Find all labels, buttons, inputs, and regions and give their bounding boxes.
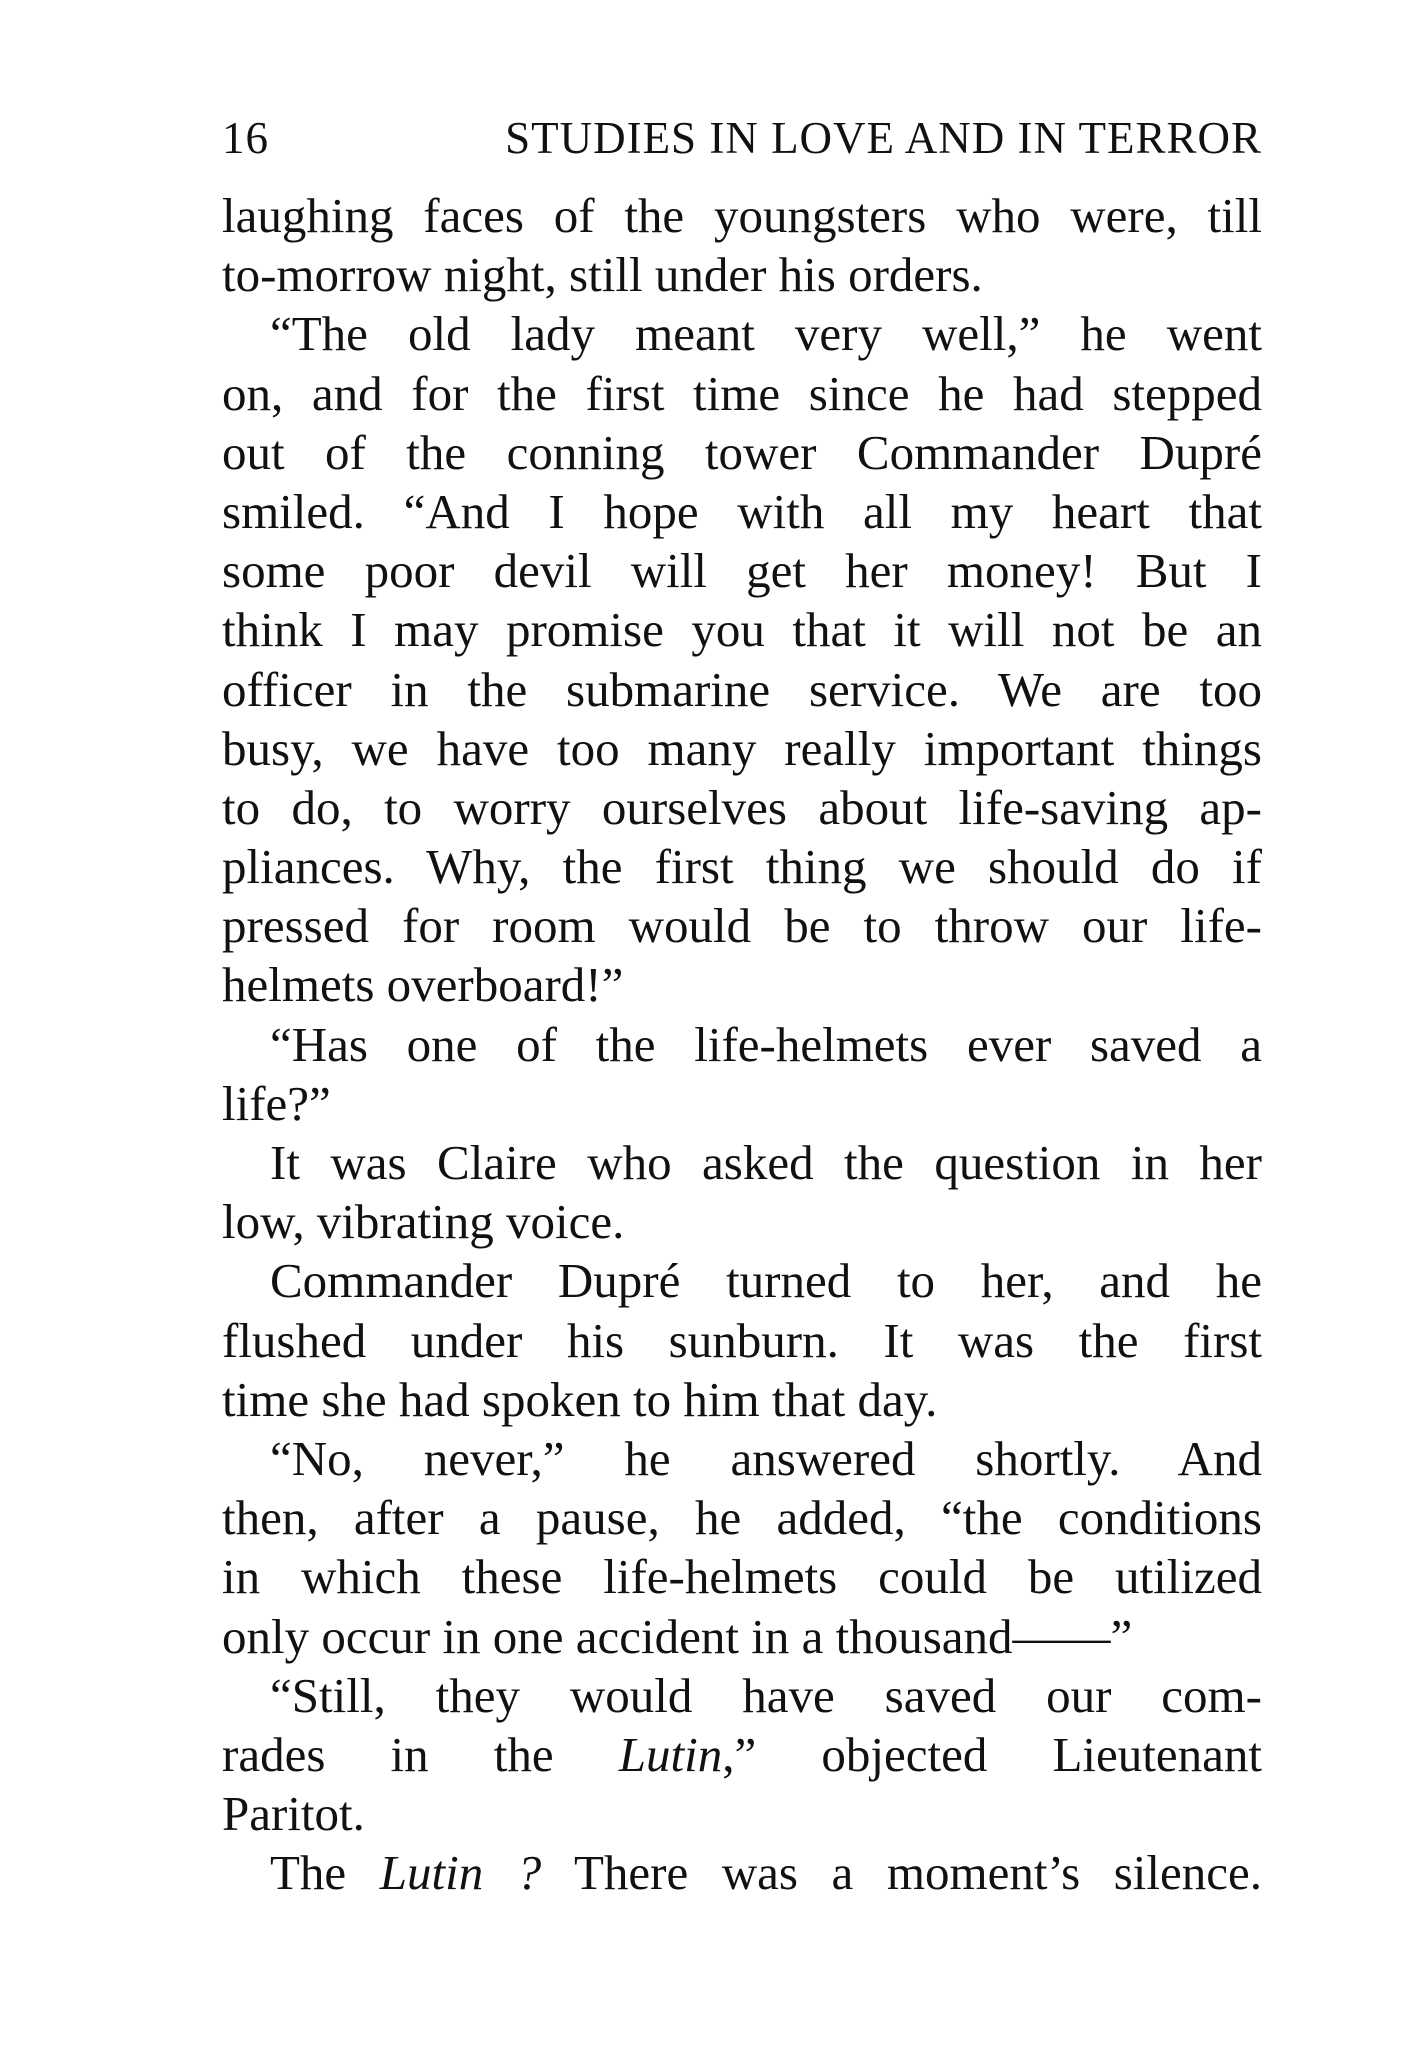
- text-line: Commander Dupré turned to her, and he: [270, 1253, 1262, 1309]
- text-line: “The old lady meant very well,” he went: [270, 306, 1262, 362]
- line-segment: The: [270, 1845, 380, 1901]
- text-line: flushed under his sunburn. It was the first: [222, 1312, 1262, 1368]
- text-line: officer in the submarine service. We are too: [222, 661, 1262, 717]
- text-line: helmets overboard!”: [222, 957, 624, 1013]
- ship-name-italic: Lutin ?: [379, 1845, 542, 1901]
- line-segment: rades in the: [222, 1726, 619, 1782]
- text-line: low, vibrating voice.: [222, 1194, 625, 1250]
- text-line: to do, to worry ourselves about life-saving ap-: [222, 779, 1262, 835]
- text-line: time she had spoken to him that day.: [222, 1371, 938, 1427]
- text-line: to-morrow night, still under his orders.: [222, 247, 983, 303]
- text-line: smiled. “And I hope with all my heart that: [222, 483, 1262, 539]
- page-number: 16: [222, 113, 269, 163]
- text-line: in which these life-helmets could be utilized: [222, 1549, 1262, 1605]
- text-line: [222, 1843, 1262, 1902]
- text-line: It was Claire who asked the question in her: [270, 1135, 1262, 1190]
- text-line: then, after a pause, he added, “the conditions: [222, 1490, 1262, 1546]
- ship-name-italic: Lutin: [618, 1726, 723, 1782]
- text-line: only occur in one accident in a thousand——”: [222, 1608, 1133, 1664]
- text-line: laughing faces of the youngsters who were, till: [222, 188, 1262, 243]
- body-text: [222, 186, 1262, 1902]
- text-line: Paritot.: [222, 1786, 365, 1842]
- text-line: life?”: [222, 1075, 331, 1131]
- page-header: [222, 108, 1262, 168]
- text-line: “Still, they would have saved our com-: [270, 1667, 1262, 1723]
- text-line: “Has one of the life-helmets ever saved a: [270, 1016, 1262, 1072]
- text-line: out of the conning tower Commander Dupré: [222, 424, 1262, 480]
- line-segment: ,” objected Lieutenant: [722, 1726, 1263, 1782]
- text-line: pressed for room would be to throw our life-: [222, 898, 1262, 954]
- text-line: [222, 1725, 1262, 1784]
- text-line: busy, we have too many really important things: [222, 720, 1262, 776]
- running-title: STUDIES IN LOVE AND IN TERROR: [505, 113, 1262, 163]
- text-line: think I may promise you that it will not be an: [222, 602, 1262, 658]
- text-line: pliances. Why, the first thing we should do if: [222, 839, 1262, 895]
- line-segment: There was a moment’s silence.: [541, 1845, 1262, 1901]
- text-line: “No, never,” he answered shortly. And: [270, 1430, 1262, 1486]
- text-line: some poor devil will get her money! But I: [222, 543, 1262, 599]
- text-line: on, and for the first time since he had stepped: [222, 365, 1262, 421]
